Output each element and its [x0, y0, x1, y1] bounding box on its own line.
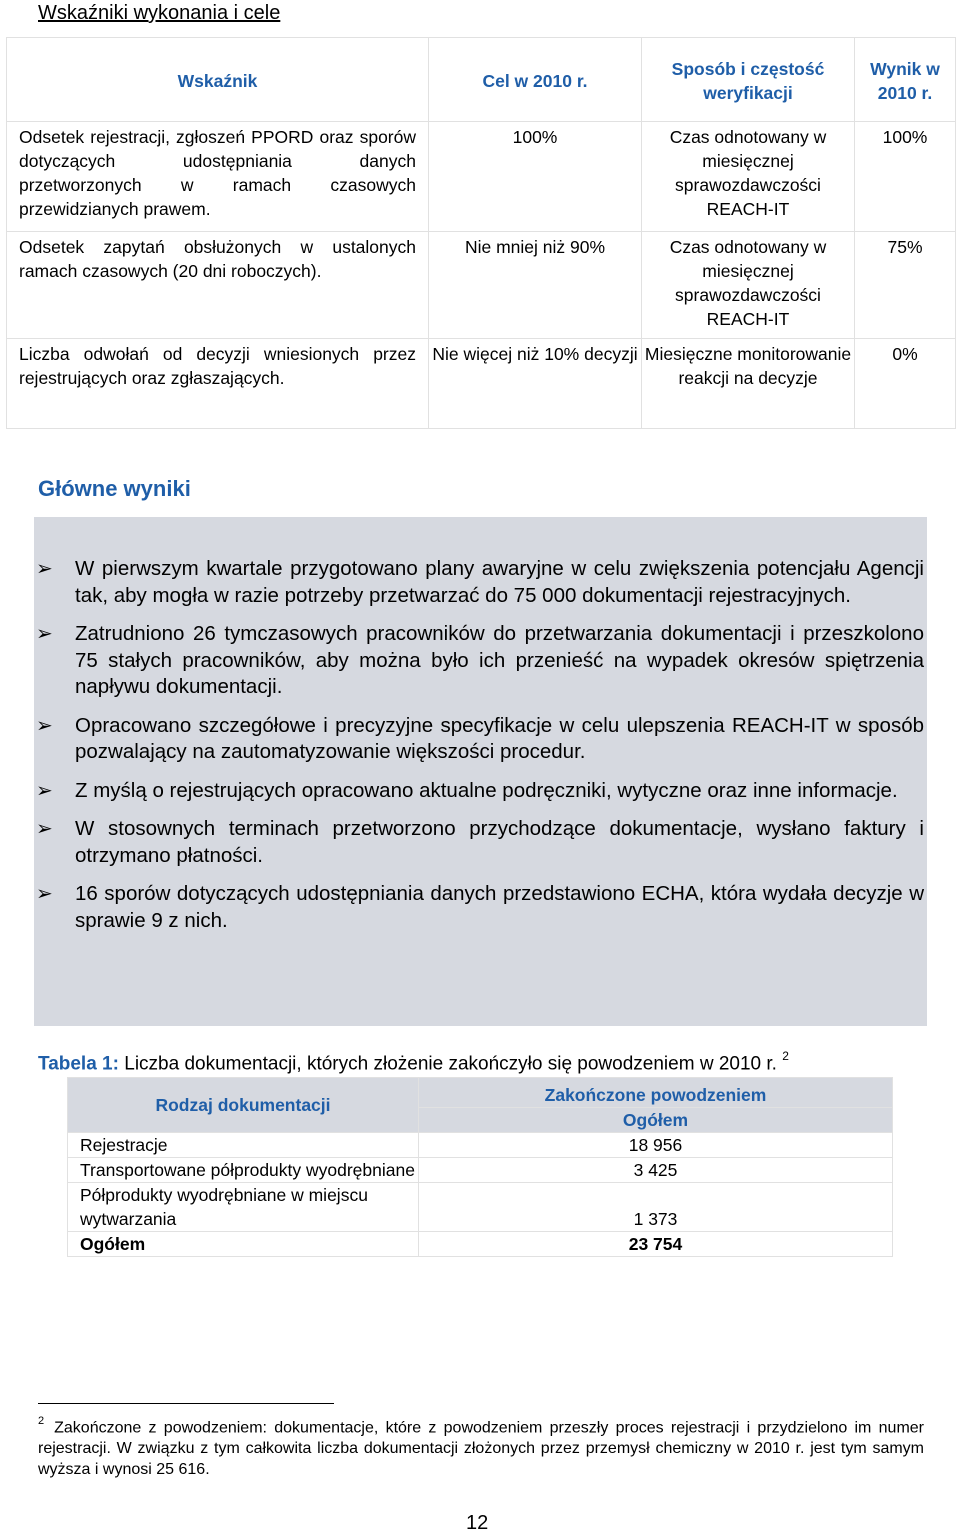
arrow-bullet-icon: ➢	[36, 883, 53, 905]
kpi-verification-cell: Czas odnotowany w miesięcznej sprawozdawczości REACH-IT	[642, 232, 855, 339]
doc-type-cell: Rejestracje	[68, 1133, 419, 1158]
kpi-indicator-text: Liczba odwołań od decyzji wniesionych przez rejestrujących oraz zgłaszających.	[19, 344, 416, 388]
list-item-text: Opracowano szczegółowe i precyzyjne specyfikacje w celu ulepszenia REACH-IT w sposób pozwalający na zautomatyzowanie większości procedur.	[75, 713, 924, 763]
arrow-bullet-icon: ➢	[36, 558, 53, 580]
list-item	[34, 621, 924, 701]
list-item-text: Z myślą o rejestrujących opracowano aktualne podręczniki, wytyczne oraz inne informacje.	[75, 778, 898, 802]
list-item	[34, 816, 924, 869]
kpi-table	[6, 37, 956, 429]
footnote-text: Zakończone z powodzeniem: dokumentacje, które z powodzeniem przeszły proces rejestracji i przydzielono im numer rejestracji. W związku z tym całkowita liczba dokumentacji złożonych przez przemysł chemiczny w 2010 r. jest tym samym wyższa i wynosi 25 616.	[38, 1419, 924, 1479]
kpi-verification-cell: Miesięczne monitorowanie reakcji na decyzje	[642, 339, 855, 429]
kpi-target-cell: Nie więcej niż 10% decyzji	[429, 339, 642, 429]
arrow-bullet-icon: ➢	[36, 779, 53, 802]
kpi-indicator-cell	[7, 122, 429, 232]
page-heading: Wskaźniki wykonania i cele	[38, 2, 281, 24]
table-row	[68, 1183, 893, 1232]
doc-type-cell: Transportowane półprodukty wyodrębniane	[68, 1158, 419, 1183]
kpi-header-verification: Sposób i częstość weryfikacji	[642, 38, 855, 122]
kpi-result-cell: 75%	[855, 232, 956, 339]
list-item-text: W pierwszym kwartale przygotowano plany awaryjne w celu zwiększenia potencjału Agencji tak, aby mogła w razie potrzeby przetwarzać do 75 000 dokumentacji rejestracyjnych.	[75, 557, 924, 607]
list-item	[34, 881, 924, 934]
kpi-row	[7, 232, 956, 339]
list-item-text: 16 sporów dotyczących udostępniania danych przedstawiono ECHA, która wydała decyzje w sprawie 9 z nich.	[75, 882, 924, 932]
doc-value-cell: 18 956	[419, 1133, 893, 1158]
doc-total-value: 23 754	[419, 1232, 893, 1257]
kpi-verification-cell: Czas odnotowany w miesięcznej sprawozdawczości REACH-IT	[642, 122, 855, 232]
doc-header-type: Rodzaj dokumentacji	[68, 1078, 419, 1133]
kpi-result-cell: 100%	[855, 122, 956, 232]
kpi-target-cell: 100%	[429, 122, 642, 232]
doc-value-cell: 1 373	[419, 1183, 893, 1232]
kpi-header-result: Wynik w 2010 r.	[855, 38, 956, 122]
kpi-row	[7, 339, 956, 429]
footnote	[38, 1413, 924, 1480]
page-number: 12	[466, 1512, 489, 1534]
kpi-indicator-text: Odsetek zapytań obsłużonych w ustalonych ramach czasowych (20 dni roboczych).	[19, 237, 416, 281]
kpi-header-row	[7, 38, 956, 122]
table-row	[68, 1133, 893, 1158]
arrow-bullet-icon: ➢	[36, 623, 53, 645]
footnote-reference[interactable]: 2	[782, 1049, 789, 1063]
main-results-box	[34, 517, 927, 1026]
table-row	[68, 1158, 893, 1183]
footnote-divider	[38, 1403, 334, 1404]
arrow-bullet-icon: ➢	[36, 714, 53, 737]
doc-header-group: Zakończone powodzeniem	[419, 1078, 893, 1108]
footnote-number: 2	[38, 1415, 45, 1427]
doc-value-cell: 3 425	[419, 1158, 893, 1183]
main-results-title: Główne wyniki	[38, 476, 191, 501]
table-total-row	[68, 1232, 893, 1257]
documentation-table	[67, 1077, 893, 1257]
kpi-indicator-cell	[7, 339, 429, 429]
kpi-header-indicator: Wskaźnik	[7, 38, 429, 122]
arrow-bullet-icon: ➢	[36, 818, 53, 840]
main-results-list	[34, 556, 927, 946]
doc-total-label: Ogółem	[68, 1232, 419, 1257]
doc-header-total: Ogółem	[419, 1107, 893, 1132]
table-caption-text: Liczba dokumentacji, których złożenie zakończyło się powodzeniem w 2010 r.	[118, 1053, 777, 1075]
list-item-text: Zatrudniono 26 tymczasowych pracowników do przetwarzania dokumentacji i przeszkolono 75 stałych pracowników, aby można było ich przenieść na wypadek okresów spiętrzenia napływu dokumentacji.	[75, 622, 924, 698]
doc-type-cell: Półprodukty wyodrębniane w miejscu wytwarzania	[68, 1183, 419, 1232]
list-item	[34, 778, 924, 805]
list-item-text: W stosownych terminach przetworzono przychodzące dokumentacje, wysłano faktury i otrzymano płatności.	[75, 817, 924, 867]
kpi-target-cell: Nie mniej niż 90%	[429, 232, 642, 339]
kpi-row	[7, 122, 956, 232]
table-caption	[38, 1051, 789, 1075]
kpi-result-cell: 0%	[855, 339, 956, 429]
doc-header-row	[68, 1078, 893, 1108]
table-caption-label: Tabela 1:	[38, 1053, 119, 1075]
list-item	[34, 713, 924, 766]
kpi-indicator-text: Odsetek rejestracji, zgłoszeń PPORD oraz sporów dotyczących udostępniania danych przetworzonych w ramach czasowych przewidzianych prawem.	[19, 127, 416, 219]
kpi-header-target: Cel w 2010 r.	[429, 38, 642, 122]
kpi-indicator-cell	[7, 232, 429, 339]
list-item	[34, 556, 924, 609]
